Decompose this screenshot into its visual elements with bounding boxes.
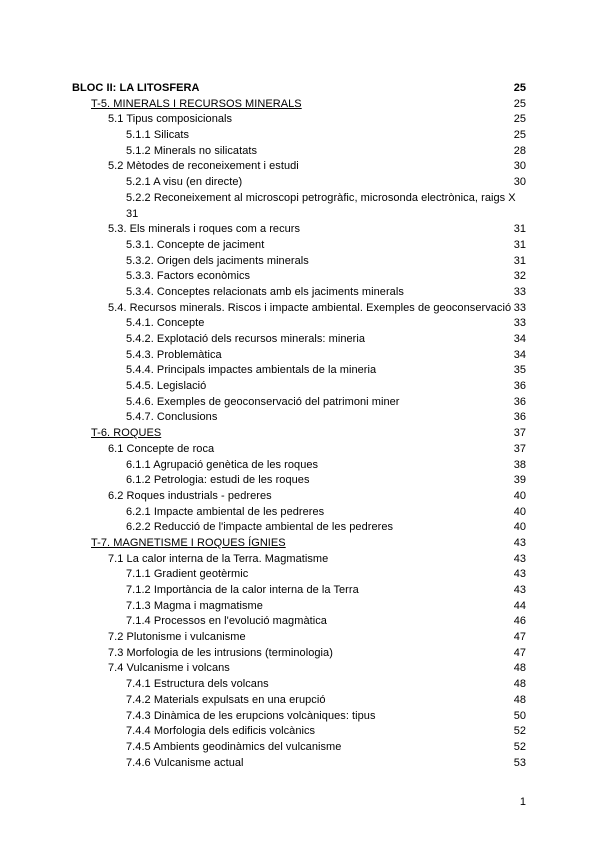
toc-entry-title: 6.2.1 Impacte ambiental de les pedreres [126,505,325,518]
toc-entry [72,583,526,599]
toc-chapter[interactable] [72,536,526,552]
toc-entry-title: 7.1.4 Processos en l'evolució magmàtica [126,615,327,628]
toc-entry-title: 6.1 Concepte de roca [108,442,215,455]
toc-entry-title: 7.4.3 Dinàmica de les erupcions volcàniques: tipus [126,709,376,722]
toc-entry-page: 36 [513,380,526,393]
toc-entry [72,614,526,630]
toc-entry [72,724,526,740]
toc-entry [72,473,526,489]
toc-entry-page: 36 [513,395,526,408]
toc-entry-page: 33 [513,301,526,314]
toc-entry-page: 43 [513,536,526,549]
toc-entry-page: 52 [513,725,526,738]
toc-entry-title: 7.3 Morfologia de les intrusions (terminologia) [108,646,333,659]
toc-entry-title: 7.1.3 Magma i magmatisme [126,599,263,612]
toc-entry-page: 44 [513,599,526,612]
toc-entry [72,379,526,395]
toc-chapter[interactable] [72,97,526,113]
toc-entry-page: 31 [126,207,139,220]
table-of-contents [72,81,526,771]
toc-entry-page: 25 [513,113,526,126]
toc-entry-page: 40 [513,505,526,518]
toc-entry [72,316,526,332]
toc-entry [72,567,526,583]
toc-entry-title: 6.1.1 Agrupació genètica de les roques [126,458,319,471]
toc-entry-page: 47 [513,646,526,659]
toc-entry [72,144,526,160]
toc-entry [72,709,526,725]
toc-entry [72,630,526,646]
toc-chapter[interactable] [72,426,526,442]
toc-entry-page: 47 [513,631,526,644]
toc-entry-page: 34 [513,333,526,346]
toc-entry-page: 40 [513,489,526,502]
toc-entry-title: 7.4.2 Materials expulsats en una erupció [126,693,326,706]
toc-entry-page: 33 [513,285,526,298]
toc-part [72,81,526,97]
toc-entry-page: 38 [513,458,526,471]
toc-entry [72,222,526,238]
toc-entry-page: 31 [513,223,526,236]
toc-entry-title: BLOC II: LA LITOSFERA [72,82,200,94]
toc-entry [72,332,526,348]
toc-entry-page: 25 [513,129,526,142]
toc-entry-title: 5.4.1. Concepte [126,317,205,330]
toc-entry-page: 43 [513,584,526,597]
toc-entry-title: 5.2 Mètodes de reconeixement i estudi [108,160,299,173]
toc-entry [72,395,526,411]
toc-entry-page: 48 [513,662,526,675]
toc-entry-page: 37 [513,427,526,440]
toc-entry [72,254,526,270]
toc-entry-title: 7.4.4 Morfologia dels edificis volcànics [126,725,316,738]
toc-entry [72,740,526,756]
toc-entry-page: 48 [513,693,526,706]
toc-entry [72,301,526,317]
toc-entry-page: 48 [513,678,526,691]
toc-entry-page: 31 [513,254,526,267]
toc-entry-page: 34 [513,348,526,361]
toc-entry-title: 5.3. Els minerals i roques com a recurs [108,223,301,236]
toc-entry-page: 33 [513,317,526,330]
toc-entry-title: 7.4.1 Estructura dels volcans [126,678,269,691]
toc-entry-title: 6.2 Roques industrials - pedreres [108,489,272,502]
toc-entry [72,363,526,379]
toc-entry [72,285,526,301]
toc-entry-title: T-6. ROQUES [91,427,162,440]
toc-entry-title: 7.1 La calor interna de la Terra. Magmatisme [108,552,329,565]
toc-entry-title: 7.4.6 Vulcanisme actual [126,756,244,769]
toc-entry [72,661,526,677]
toc-entry [72,599,526,615]
toc-entry-title: 5.3.2. Origen dels jaciments minerals [126,254,309,267]
toc-entry-page: 37 [513,442,526,455]
toc-entry-title: 7.4.5 Ambients geodinàmics del vulcanisme [126,740,342,753]
toc-entry-title: 5.3.3. Factors econòmics [126,270,251,283]
toc-entry [72,348,526,364]
toc-entry [72,489,526,505]
toc-entry [72,238,526,254]
toc-entry [72,442,526,458]
toc-entry-title: T-7. MAGNETISME I ROQUES ÍGNIES [91,536,286,549]
toc-entry-page: 32 [513,270,526,283]
toc-entry-page: 35 [513,364,526,377]
page-number: 1 [519,796,526,808]
toc-entry-title: 5.2.2 Reconeixement al microscopi petrogràfic, microsonda electrònica, raigs X [126,191,516,204]
toc-entry-page: 52 [513,740,526,753]
toc-entry [72,159,526,175]
toc-entry-page: 30 [513,160,526,173]
toc-entry-page: 25 [513,82,526,94]
toc-entry-page: 46 [513,615,526,628]
toc-entry [72,112,526,128]
toc-entry-title: 5.4.6. Exemples de geoconservació del patrimoni miner [126,395,400,408]
toc-entry [72,756,526,772]
toc-entry [72,505,526,521]
toc-entry-title: 6.1.2 Petrologia: estudi de les roques [126,474,310,487]
toc-entry-title: 5.3.1. Concepte de jaciment [126,238,265,251]
toc-entry-title: 5.4.5. Legislació [126,380,207,393]
toc-entry [72,128,526,144]
toc-entry-page: 31 [513,238,526,251]
toc-entry-page: 50 [513,709,526,722]
toc-entry-title: 7.2 Plutonisme i vulcanisme [108,631,246,644]
toc-entry-page: 36 [513,411,526,424]
toc-entry [72,410,526,426]
toc-entry [72,191,526,222]
toc-entry-title: 5.4. Recursos minerals. Riscos i impacte ambiental. Exemples de geoconservació [108,301,512,314]
toc-entry-title: 7.4 Vulcanisme i volcans [108,662,230,675]
toc-entry-title: T-5. MINERALS I RECURSOS MINERALS [91,97,302,110]
toc-entry-page: 25 [513,97,526,110]
toc-entry-title: 5.1.2 Minerals no silicatats [126,144,258,157]
toc-entry-page: 30 [513,176,526,189]
toc-entry-page: 43 [513,568,526,581]
toc-entry-page: 43 [513,552,526,565]
toc-entry-page: 53 [513,756,526,769]
toc-entry-title: 5.2.1 A visu (en directe) [126,176,243,189]
toc-entry-title: 5.3.4. Conceptes relacionats amb els jaciments minerals [126,285,404,298]
toc-entry-title: 5.4.7. Conclusions [126,411,218,424]
toc-entry-title: 6.2.2 Reducció de l'impacte ambiental de les pedreres [126,521,394,534]
toc-entry [72,458,526,474]
toc-entry-title: 7.1.1 Gradient geotèrmic [126,568,249,581]
toc-entry-title: 5.1 Tipus composicionals [108,113,233,126]
toc-entry [72,693,526,709]
toc-entry [72,520,526,536]
toc-entry-page: 28 [513,144,526,157]
toc-entry-title: 5.4.2. Explotació dels recursos minerals: mineria [126,333,366,346]
toc-entry-title: 5.4.4. Principals impactes ambientals de la mineria [126,364,377,377]
toc-entry [72,552,526,568]
toc-entry-page: 40 [513,521,526,534]
toc-entry [72,269,526,285]
toc-entry-page: 39 [513,474,526,487]
toc-entry-title: 7.1.2 Importància de la calor interna de la Terra [126,584,359,597]
toc-entry-title: 5.4.3. Problemàtica [126,348,222,361]
toc-entry-title: 5.1.1 Silicats [126,129,190,142]
toc-entry [72,175,526,191]
toc-entry [72,677,526,693]
toc-entry [72,646,526,662]
